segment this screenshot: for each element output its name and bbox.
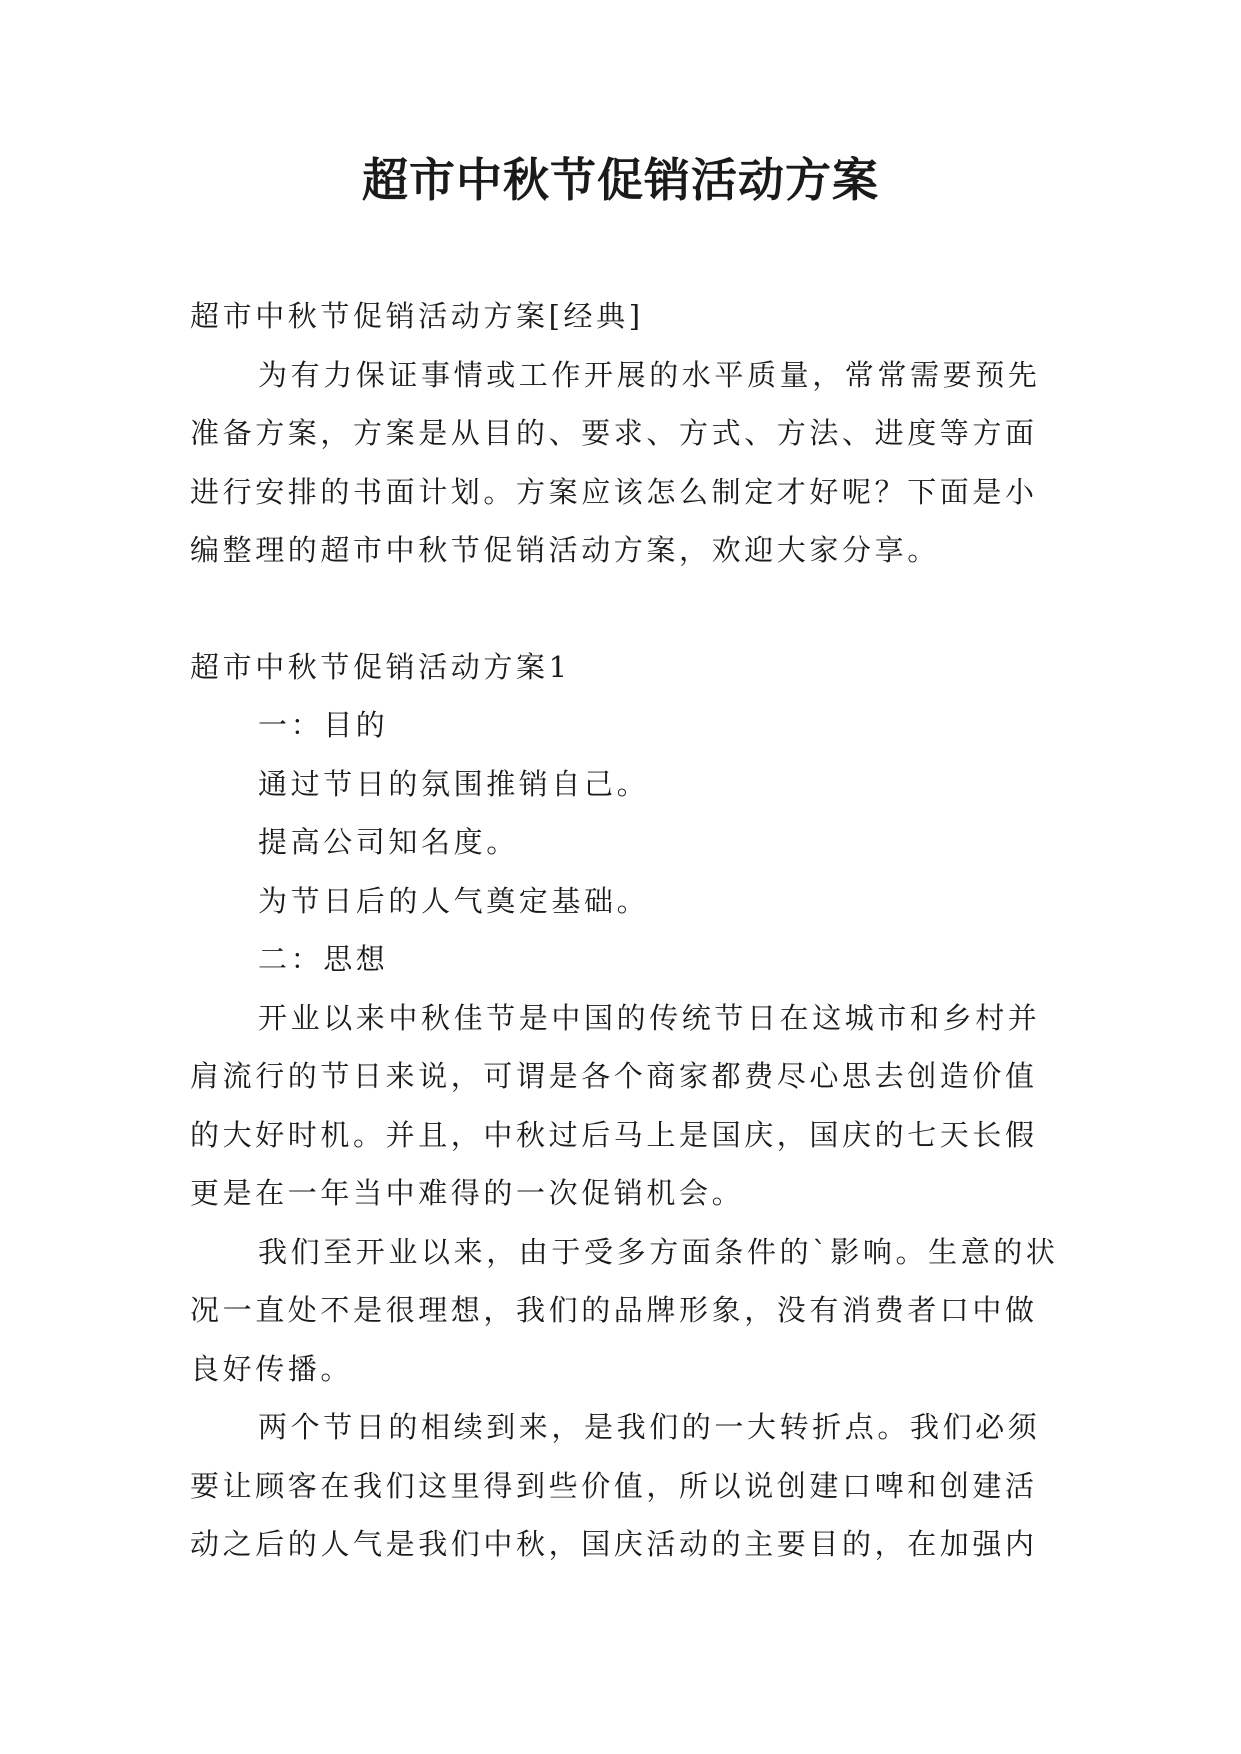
part-heading-purpose: 一：目的	[258, 708, 389, 742]
paragraph-gap	[190, 580, 1060, 638]
section-heading: 超市中秋节促销活动方案1	[190, 649, 571, 684]
document-body	[190, 287, 1060, 1574]
body-paragraph: 开业以来中秋佳节是中国的传统节日在这城市和乡村并肩流行的节日来说，可谓是各个商家都费尽心思去创造价值的大好时机。并且，中秋过后马上是国庆，国庆的七天长假更是在一年当中难得的一次促销机会。	[190, 1000, 1041, 1210]
goal-item: 提高公司知名度。	[258, 825, 519, 859]
body-paragraph: 两个节日的相续到来，是我们的一大转折点。我们必须要让顾客在我们这里得到些价值，所以说创建口啤和创建活动之后的人气是我们中秋，国庆活动的主要目的，在加强内	[190, 1410, 1041, 1561]
intro-paragraph: 为有力保证事情或工作开展的水平质量，常常需要预先准备方案，方案是从目的、要求、方式、方法、进度等方面进行安排的书面计划。方案应该怎么制定才好呢？下面是小编整理的超市中秋节促销活动方案，欢迎大家分享。	[190, 357, 1041, 567]
body-paragraph: 我们至开业以来，由于受多方面条件的`影响。生意的状况一直处不是很理想，我们的品牌形象，没有消费者口中做良好传播。	[190, 1234, 1059, 1386]
document-subtitle: 超市中秋节促销活动方案[经典]	[190, 299, 644, 333]
part-heading-thought: 二：思想	[258, 942, 389, 976]
document-title: 超市中秋节促销活动方案	[362, 153, 879, 207]
goal-item: 通过节日的氛围推销自己。	[258, 766, 650, 801]
goal-item: 为节日后的人气奠定基础。	[258, 883, 650, 918]
